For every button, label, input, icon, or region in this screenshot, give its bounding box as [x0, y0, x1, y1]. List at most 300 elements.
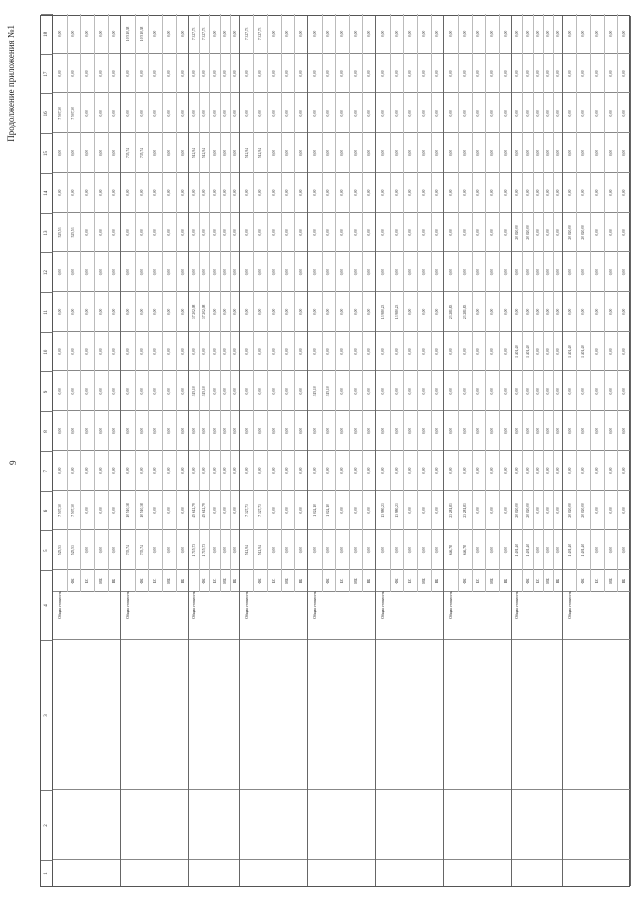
fund-code: ВБ: [112, 578, 117, 584]
value-cell: 0,00: [608, 189, 613, 196]
fund-code: ВБ: [503, 578, 508, 584]
value-cell: 0,00: [285, 70, 290, 77]
value-cell: 0,00: [462, 467, 467, 474]
value-cell: 0,00: [98, 388, 103, 395]
value-cell: 0,00: [525, 70, 530, 77]
column-divider: [563, 789, 630, 790]
value-cell: 0,00: [271, 388, 276, 395]
value-cell: 0,00: [339, 348, 344, 355]
value-cell: 0,00: [594, 110, 599, 117]
fund-code: МБ: [353, 578, 358, 584]
value-cell: 0,00: [408, 427, 413, 435]
value-cell: 0,00: [608, 427, 613, 435]
value-cell: 0,00: [421, 70, 426, 77]
value-cell: 0,00: [525, 388, 530, 395]
column-header: 15: [41, 133, 53, 173]
value-cell: 0,00: [462, 348, 467, 355]
column-header: 17: [41, 54, 53, 94]
value-cell: 0,00: [421, 229, 426, 236]
value-cell: 0,00: [394, 427, 399, 435]
value-cell: 0,00: [567, 427, 572, 435]
value-cell: 0,00: [435, 547, 440, 554]
column-divider: [512, 789, 561, 790]
value-cell: 0,00: [222, 507, 227, 514]
value-cell: 525,53: [71, 227, 76, 238]
value-cell: 0,00: [535, 229, 540, 236]
value-cell: 0,00: [232, 467, 237, 474]
value-cell: 0,00: [567, 269, 572, 276]
value-cell: 0,00: [581, 467, 586, 474]
value-cell: 0,00: [545, 427, 550, 435]
total-cost-label: Общая стоимость: [449, 591, 454, 619]
value-cell: 0,00: [299, 547, 304, 554]
column-header: 6: [41, 491, 53, 531]
fund-code: МБ: [222, 578, 227, 584]
column-divider: [563, 859, 630, 860]
value-cell: 7 507,30: [57, 107, 62, 120]
value-cell: 0,00: [380, 427, 385, 435]
column-header: 3: [41, 640, 53, 790]
value-cell: 0,00: [449, 388, 454, 395]
value-cell: 0,00: [545, 467, 550, 474]
value-cell: 0,00: [339, 149, 344, 157]
value-cell: 0,00: [232, 547, 237, 554]
value-cell: 0,00: [353, 70, 358, 77]
value-cell: 0,00: [476, 467, 481, 474]
value-cell: 0,00: [285, 269, 290, 276]
value-cell: 0,00: [166, 388, 171, 395]
value-cell: 0,00: [112, 149, 117, 157]
value-cell: 0,00: [271, 308, 276, 316]
sub-row-divider: [458, 14, 459, 592]
table-row: [121, 16, 189, 886]
value-cell: 1 401,40: [525, 345, 530, 358]
sub-row-divider: [199, 14, 200, 592]
column-header: 12: [41, 252, 53, 292]
value-cell: 0,00: [515, 189, 520, 196]
value-cell: 0,00: [489, 189, 494, 196]
fund-code: БС: [408, 578, 413, 584]
value-cell: 0,00: [545, 348, 550, 355]
value-cell: 0,00: [271, 189, 276, 196]
value-cell: 0,00: [299, 427, 304, 435]
value-cell: 0,00: [535, 308, 540, 316]
value-cell: 0,00: [299, 30, 304, 38]
value-cell: 20 020,00: [515, 225, 520, 240]
fund-code: БС: [85, 578, 90, 584]
value-cell: 0,00: [594, 70, 599, 77]
value-cell: 0,00: [555, 269, 560, 276]
value-cell: 0,00: [112, 189, 117, 196]
column-header: 7: [41, 451, 53, 491]
sub-row-divider: [176, 14, 177, 592]
value-cell: 0,00: [299, 149, 304, 157]
value-cell: 0,00: [153, 547, 158, 554]
sub-row-divider: [485, 14, 486, 592]
value-cell: 0,00: [555, 467, 560, 474]
value-cell: 0,00: [192, 269, 197, 276]
column-header: 5: [41, 530, 53, 570]
value-cell: 0,00: [180, 110, 185, 117]
value-cell: 0,00: [57, 70, 62, 77]
fund-code: ФБ: [462, 578, 467, 584]
value-cell: 0,00: [608, 30, 613, 38]
value-cell: 0,00: [98, 70, 103, 77]
value-cell: 0,00: [594, 189, 599, 196]
value-cell: 0,00: [139, 189, 144, 196]
value-cell: 0,00: [408, 348, 413, 355]
value-cell: 0,00: [180, 547, 185, 554]
value-cell: 0,00: [555, 547, 560, 554]
value-cell: 0,00: [353, 189, 358, 196]
value-cell: 7 327,73: [258, 504, 263, 517]
value-cell: 0,00: [153, 229, 158, 236]
fund-code: ФБ: [525, 578, 530, 584]
value-cell: 0,00: [112, 229, 117, 236]
value-cell: 0,00: [299, 308, 304, 316]
value-cell: 0,00: [326, 269, 331, 276]
value-cell: 0,00: [367, 70, 372, 77]
value-cell: 0,00: [421, 547, 426, 554]
value-cell: 0,00: [421, 189, 426, 196]
value-cell: 0,00: [581, 308, 586, 316]
value-cell: 23 281,83: [449, 304, 454, 320]
value-cell: 0,00: [153, 110, 158, 117]
value-cell: 0,00: [594, 229, 599, 236]
value-cell: 0,00: [180, 229, 185, 236]
value-cell: 0,00: [367, 308, 372, 316]
fund-code: ФБ: [326, 578, 331, 584]
table-row: [444, 16, 512, 886]
value-cell: 0,00: [462, 388, 467, 395]
value-cell: 0,00: [312, 269, 317, 276]
value-cell: 0,00: [112, 427, 117, 435]
value-cell: 0,00: [545, 388, 550, 395]
column-header: 1: [41, 860, 53, 886]
value-cell: 0,00: [421, 348, 426, 355]
value-cell: 0,00: [525, 427, 530, 435]
value-cell: 0,00: [285, 388, 290, 395]
fund-code: ВБ: [622, 578, 627, 584]
value-cell: 0,00: [244, 229, 249, 236]
value-cell: 0,00: [567, 388, 572, 395]
value-cell: 0,00: [312, 547, 317, 554]
value-cell: 0,00: [581, 70, 586, 77]
value-cell: 0,00: [408, 467, 413, 474]
value-cell: 0,00: [581, 189, 586, 196]
value-cell: 37 202,08: [192, 304, 197, 320]
value-cell: 0,00: [85, 507, 90, 514]
value-cell: 0,00: [435, 348, 440, 355]
value-cell: 0,00: [57, 348, 62, 355]
value-cell: 0,00: [525, 149, 530, 157]
value-cell: 0,00: [435, 189, 440, 196]
value-cell: 0,00: [258, 388, 263, 395]
sub-row-divider: [522, 14, 523, 592]
fund-code: ВБ: [232, 578, 237, 584]
value-cell: 0,00: [449, 189, 454, 196]
fund-code: МБ: [98, 578, 103, 584]
value-cell: 1 401,40: [581, 345, 586, 358]
value-cell: 0,00: [232, 149, 237, 157]
value-cell: 0,00: [339, 427, 344, 435]
value-cell: 0,00: [153, 348, 158, 355]
value-cell: 0,00: [85, 189, 90, 196]
value-cell: 0,00: [503, 110, 508, 117]
value-cell: 0,00: [489, 308, 494, 316]
fund-code: ВБ: [367, 578, 372, 584]
value-cell: 0,00: [608, 308, 613, 316]
total-cost-label: Общая стоимость: [192, 591, 197, 619]
value-cell: 0,00: [312, 30, 317, 38]
value-cell: 0,00: [408, 110, 413, 117]
total-cost-label: Общая стоимость: [244, 591, 249, 619]
value-cell: 0,00: [503, 308, 508, 316]
value-cell: 0,00: [462, 149, 467, 157]
value-cell: 0,00: [202, 427, 207, 435]
value-cell: 0,00: [180, 149, 185, 157]
value-cell: 0,00: [153, 308, 158, 316]
value-cell: 0,00: [212, 427, 217, 435]
value-cell: 0,00: [594, 269, 599, 276]
value-cell: 0,00: [212, 348, 217, 355]
value-cell: 0,00: [408, 149, 413, 157]
value-cell: 0,00: [449, 229, 454, 236]
value-cell: 0,00: [353, 308, 358, 316]
value-cell: 0,00: [567, 70, 572, 77]
value-cell: 0,00: [299, 507, 304, 514]
value-cell: 0,00: [57, 269, 62, 276]
value-cell: 0,00: [353, 388, 358, 395]
value-cell: 0,00: [244, 70, 249, 77]
value-cell: 0,00: [271, 229, 276, 236]
value-cell: 0,00: [98, 149, 103, 157]
value-cell: 0,00: [71, 189, 76, 196]
value-cell: 0,00: [476, 189, 481, 196]
value-cell: 0,00: [449, 149, 454, 157]
value-cell: 0,00: [312, 110, 317, 117]
value-cell: 37 202,08: [202, 304, 207, 320]
value-cell: 0,00: [339, 507, 344, 514]
value-cell: 0,00: [421, 308, 426, 316]
value-cell: 0,00: [180, 308, 185, 316]
value-cell: 0,00: [608, 348, 613, 355]
value-cell: 0,00: [112, 507, 117, 514]
value-cell: 0,00: [545, 547, 550, 554]
value-cell: 0,00: [489, 547, 494, 554]
value-cell: 0,00: [421, 149, 426, 157]
value-cell: 0,00: [525, 189, 530, 196]
column-header: 11: [41, 292, 53, 332]
value-cell: 0,00: [271, 467, 276, 474]
value-cell: 646,78: [449, 545, 454, 556]
value-cell: 0,00: [394, 547, 399, 554]
value-cell: 0,00: [258, 70, 263, 77]
fund-code: МБ: [166, 578, 171, 584]
value-cell: 0,00: [408, 269, 413, 276]
value-cell: 0,00: [166, 348, 171, 355]
value-cell: 0,00: [515, 388, 520, 395]
value-cell: 0,00: [339, 269, 344, 276]
value-cell: 0,00: [326, 348, 331, 355]
value-cell: 0,00: [421, 110, 426, 117]
sub-row-divider: [417, 14, 418, 592]
value-cell: 0,00: [258, 308, 263, 316]
fund-code: МБ: [421, 578, 426, 584]
value-cell: 0,00: [285, 30, 290, 38]
value-cell: 0,00: [222, 110, 227, 117]
column-header: 13: [41, 213, 53, 253]
value-cell: 512,94: [244, 148, 249, 158]
column-divider: [53, 639, 120, 640]
value-cell: 0,00: [421, 30, 426, 38]
column-divider: [444, 639, 511, 640]
value-cell: 0,00: [153, 189, 158, 196]
value-cell: 0,00: [299, 229, 304, 236]
value-cell: 0,00: [581, 110, 586, 117]
value-cell: 0,00: [85, 467, 90, 474]
value-cell: 0,00: [339, 547, 344, 554]
value-cell: 0,00: [202, 348, 207, 355]
value-cell: 0,00: [353, 547, 358, 554]
value-cell: 0,00: [192, 70, 197, 77]
value-cell: 0,00: [489, 70, 494, 77]
total-cost-label: Общая стоимость: [312, 591, 317, 619]
value-cell: 646,78: [462, 545, 467, 556]
value-cell: 0,00: [85, 547, 90, 554]
column-divider: [189, 639, 238, 640]
value-cell: 0,00: [153, 30, 158, 38]
fund-code: ВБ: [555, 578, 560, 584]
value-cell: 0,00: [462, 70, 467, 77]
sub-row-divider: [431, 14, 432, 592]
value-cell: 0,00: [285, 547, 290, 554]
value-cell: 0,00: [98, 30, 103, 38]
value-cell: 0,00: [98, 308, 103, 316]
value-cell: 0,00: [153, 269, 158, 276]
value-cell: 0,00: [71, 388, 76, 395]
total-cost-label: Общая стоимость: [567, 591, 572, 619]
value-cell: 0,00: [166, 229, 171, 236]
value-cell: 0,00: [326, 70, 331, 77]
value-cell: 0,00: [271, 110, 276, 117]
sub-row-divider: [148, 14, 149, 592]
value-cell: 0,00: [222, 388, 227, 395]
value-cell: 0,00: [555, 427, 560, 435]
value-cell: 0,00: [394, 467, 399, 474]
value-cell: 0,00: [476, 70, 481, 77]
value-cell: 0,00: [476, 348, 481, 355]
value-cell: 0,00: [212, 507, 217, 514]
value-cell: 0,00: [299, 110, 304, 117]
value-cell: 0,00: [125, 269, 130, 276]
value-cell: 0,00: [98, 467, 103, 474]
value-cell: 0,00: [449, 427, 454, 435]
fund-code: ВБ: [435, 578, 440, 584]
value-cell: 0,00: [202, 269, 207, 276]
value-cell: 0,00: [449, 70, 454, 77]
total-cost-label: Общая стоимость: [515, 591, 520, 619]
column-header: 2: [41, 790, 53, 860]
value-cell: 0,00: [112, 70, 117, 77]
value-cell: 0,00: [57, 427, 62, 435]
value-cell: 0,00: [476, 427, 481, 435]
value-cell: 0,00: [353, 348, 358, 355]
value-cell: 0,00: [98, 189, 103, 196]
value-cell: 0,00: [555, 70, 560, 77]
value-cell: 0,00: [515, 30, 520, 38]
fund-code: МБ: [285, 578, 290, 584]
value-cell: 0,00: [380, 110, 385, 117]
value-cell: 315,10: [192, 386, 197, 397]
value-cell: 0,00: [503, 149, 508, 157]
column-divider: [189, 859, 238, 860]
value-cell: 0,00: [449, 110, 454, 117]
value-cell: 0,00: [212, 70, 217, 77]
value-cell: 0,00: [581, 388, 586, 395]
value-cell: 0,00: [545, 70, 550, 77]
value-cell: 0,00: [299, 467, 304, 474]
value-cell: 315,10: [202, 386, 207, 397]
value-cell: 0,00: [222, 547, 227, 554]
value-cell: 0,00: [153, 388, 158, 395]
column-divider: [444, 789, 511, 790]
value-cell: 512,94: [202, 148, 207, 158]
value-cell: 10 510,38: [125, 26, 130, 42]
table-row: [189, 16, 239, 886]
value-cell: 0,00: [545, 110, 550, 117]
column-divider: [121, 639, 188, 640]
value-cell: 0,00: [222, 308, 227, 316]
value-cell: 0,00: [380, 30, 385, 38]
value-cell: 0,00: [57, 388, 62, 395]
value-cell: 0,00: [567, 189, 572, 196]
value-cell: 0,00: [271, 70, 276, 77]
value-cell: 0,00: [222, 229, 227, 236]
value-cell: 13 980,23: [380, 503, 385, 518]
value-cell: 20 020,00: [515, 503, 520, 518]
value-cell: 0,00: [380, 70, 385, 77]
value-cell: 0,00: [462, 30, 467, 38]
fund-code: ФБ: [202, 578, 207, 584]
value-cell: 0,00: [212, 189, 217, 196]
value-cell: 0,00: [232, 30, 237, 38]
value-cell: 0,00: [222, 189, 227, 196]
sub-row-divider: [472, 14, 473, 592]
value-cell: 0,00: [503, 547, 508, 554]
value-cell: 0,00: [489, 30, 494, 38]
value-cell: 0,00: [125, 308, 130, 316]
value-cell: 0,00: [555, 388, 560, 395]
sub-row-divider: [590, 14, 591, 592]
column-divider: [189, 789, 238, 790]
value-cell: 0,00: [503, 427, 508, 435]
budget-table: [40, 15, 630, 887]
value-cell: 0,00: [394, 149, 399, 157]
table-row: [240, 16, 308, 886]
value-cell: 0,00: [545, 30, 550, 38]
value-cell: 1 024,10: [326, 504, 331, 517]
value-cell: 20 020,00: [581, 225, 586, 240]
value-cell: 0,00: [555, 30, 560, 38]
value-cell: 0,00: [112, 110, 117, 117]
value-cell: 0,00: [435, 388, 440, 395]
value-cell: 0,00: [489, 427, 494, 435]
value-cell: 0,00: [212, 547, 217, 554]
value-cell: 0,00: [232, 110, 237, 117]
column-divider: [308, 859, 375, 860]
value-cell: 0,00: [380, 467, 385, 474]
